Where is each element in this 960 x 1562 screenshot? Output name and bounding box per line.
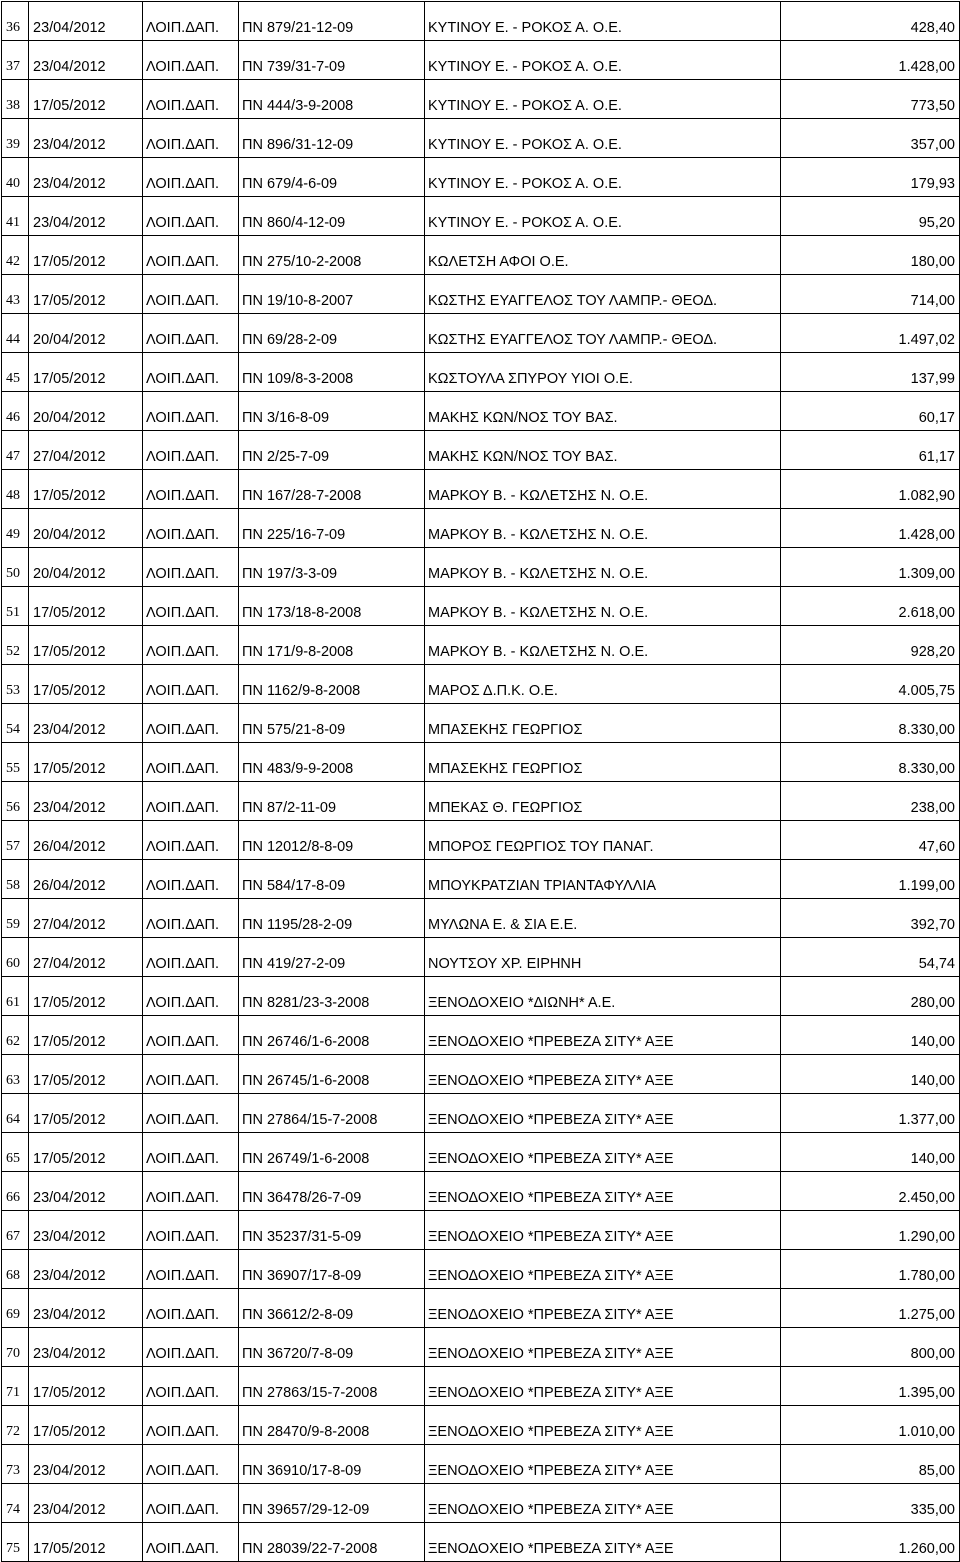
row-number: 71 bbox=[2, 1367, 29, 1406]
row-date: 17/05/2012 bbox=[29, 470, 143, 509]
row-number: 59 bbox=[2, 899, 29, 938]
table-row bbox=[2, 236, 960, 275]
table-row bbox=[2, 1211, 960, 1250]
row-expense-type: ΛΟΙΠ.ΔΑΠ. bbox=[143, 1133, 239, 1172]
table-row bbox=[2, 1016, 960, 1055]
row-amount: 714,00 bbox=[781, 275, 960, 314]
row-date: 23/04/2012 bbox=[29, 704, 143, 743]
row-reference: ΠΝ 2/25-7-09 bbox=[239, 431, 425, 470]
row-date: 17/05/2012 bbox=[29, 353, 143, 392]
table-row bbox=[2, 782, 960, 821]
row-date: 17/05/2012 bbox=[29, 1133, 143, 1172]
row-number: 57 bbox=[2, 821, 29, 860]
row-beneficiary: ΞΕΝΟΔΟΧΕΙΟ *ΠΡΕΒΕΖΑ ΣΙΤΥ* ΑΞΕ bbox=[425, 1289, 781, 1328]
row-amount: 428,40 bbox=[781, 2, 960, 41]
row-expense-type: ΛΟΙΠ.ΔΑΠ. bbox=[143, 1094, 239, 1133]
row-beneficiary: ΚΥΤΙΝΟΥ Ε. - ΡΟΚΟΣ Α. Ο.Ε. bbox=[425, 80, 781, 119]
row-date: 23/04/2012 bbox=[29, 1172, 143, 1211]
row-expense-type: ΛΟΙΠ.ΔΑΠ. bbox=[143, 782, 239, 821]
row-number: 36 bbox=[2, 2, 29, 41]
table-row bbox=[2, 1406, 960, 1445]
row-beneficiary: ΜΥΛΩΝΑ Ε. & ΣΙΑ Ε.Ε. bbox=[425, 899, 781, 938]
table-row bbox=[2, 314, 960, 353]
table-row bbox=[2, 743, 960, 782]
row-number: 42 bbox=[2, 236, 29, 275]
row-reference: ΠΝ 87/2-11-09 bbox=[239, 782, 425, 821]
row-date: 20/04/2012 bbox=[29, 548, 143, 587]
table-row bbox=[2, 80, 960, 119]
row-expense-type: ΛΟΙΠ.ΔΑΠ. bbox=[143, 353, 239, 392]
row-beneficiary: ΞΕΝΟΔΟΧΕΙΟ *ΠΡΕΒΕΖΑ ΣΙΤΥ* ΑΞΕ bbox=[425, 1484, 781, 1523]
row-amount: 1.290,00 bbox=[781, 1211, 960, 1250]
row-date: 17/05/2012 bbox=[29, 1055, 143, 1094]
row-reference: ΠΝ 36907/17-8-09 bbox=[239, 1250, 425, 1289]
row-number: 73 bbox=[2, 1445, 29, 1484]
row-beneficiary: ΞΕΝΟΔΟΧΕΙΟ *ΠΡΕΒΕΖΑ ΣΙΤΥ* ΑΞΕ bbox=[425, 1367, 781, 1406]
row-date: 27/04/2012 bbox=[29, 899, 143, 938]
row-reference: ΠΝ 26749/1-6-2008 bbox=[239, 1133, 425, 1172]
row-number: 62 bbox=[2, 1016, 29, 1055]
row-number: 44 bbox=[2, 314, 29, 353]
row-beneficiary: ΞΕΝΟΔΟΧΕΙΟ *ΠΡΕΒΕΖΑ ΣΙΤΥ* ΑΞΕ bbox=[425, 1172, 781, 1211]
row-amount: 61,17 bbox=[781, 431, 960, 470]
row-reference: ΠΝ 27864/15-7-2008 bbox=[239, 1094, 425, 1133]
row-number: 41 bbox=[2, 197, 29, 236]
row-reference: ΠΝ 19/10-8-2007 bbox=[239, 275, 425, 314]
row-amount: 95,20 bbox=[781, 197, 960, 236]
row-beneficiary: ΚΥΤΙΝΟΥ Ε. - ΡΟΚΟΣ Α. Ο.Ε. bbox=[425, 197, 781, 236]
row-date: 17/05/2012 bbox=[29, 587, 143, 626]
table-row bbox=[2, 860, 960, 899]
table-row bbox=[2, 353, 960, 392]
row-number: 75 bbox=[2, 1523, 29, 1562]
row-amount: 47,60 bbox=[781, 821, 960, 860]
row-amount: 1.395,00 bbox=[781, 1367, 960, 1406]
row-beneficiary: ΚΥΤΙΝΟΥ Ε. - ΡΟΚΟΣ Α. Ο.Ε. bbox=[425, 119, 781, 158]
row-reference: ΠΝ 419/27-2-09 bbox=[239, 938, 425, 977]
row-expense-type: ΛΟΙΠ.ΔΑΠ. bbox=[143, 275, 239, 314]
row-date: 23/04/2012 bbox=[29, 1289, 143, 1328]
row-date: 20/04/2012 bbox=[29, 314, 143, 353]
row-amount: 1.275,00 bbox=[781, 1289, 960, 1328]
table-row bbox=[2, 626, 960, 665]
row-reference: ΠΝ 167/28-7-2008 bbox=[239, 470, 425, 509]
row-expense-type: ΛΟΙΠ.ΔΑΠ. bbox=[143, 41, 239, 80]
row-beneficiary: ΚΩΛΕΤΣΗ ΑΦΟΙ Ο.Ε. bbox=[425, 236, 781, 275]
row-beneficiary: ΞΕΝΟΔΟΧΕΙΟ *ΠΡΕΒΕΖΑ ΣΙΤΥ* ΑΞΕ bbox=[425, 1133, 781, 1172]
table-row bbox=[2, 665, 960, 704]
table-row bbox=[2, 431, 960, 470]
row-beneficiary: ΚΩΣΤΟΥΛΑ ΣΠΥΡΟΥ ΥΙΟΙ Ο.Ε. bbox=[425, 353, 781, 392]
row-reference: ΠΝ 36478/26-7-09 bbox=[239, 1172, 425, 1211]
row-date: 23/04/2012 bbox=[29, 197, 143, 236]
row-amount: 1.082,90 bbox=[781, 470, 960, 509]
row-reference: ΠΝ 39657/29-12-09 bbox=[239, 1484, 425, 1523]
row-number: 53 bbox=[2, 665, 29, 704]
row-expense-type: ΛΟΙΠ.ΔΑΠ. bbox=[143, 392, 239, 431]
table-row bbox=[2, 119, 960, 158]
row-amount: 179,93 bbox=[781, 158, 960, 197]
row-reference: ΠΝ 225/16-7-09 bbox=[239, 509, 425, 548]
table-row bbox=[2, 1523, 960, 1562]
row-expense-type: ΛΟΙΠ.ΔΑΠ. bbox=[143, 236, 239, 275]
row-amount: 85,00 bbox=[781, 1445, 960, 1484]
row-date: 17/05/2012 bbox=[29, 665, 143, 704]
row-date: 26/04/2012 bbox=[29, 860, 143, 899]
row-beneficiary: ΜΠΕΚΑΣ Θ. ΓΕΩΡΓΙΟΣ bbox=[425, 782, 781, 821]
row-reference: ΠΝ 28039/22-7-2008 bbox=[239, 1523, 425, 1562]
row-beneficiary: ΜΠΑΣΕΚΗΣ ΓΕΩΡΓΙΟΣ bbox=[425, 704, 781, 743]
table-row bbox=[2, 509, 960, 548]
row-beneficiary: ΚΥΤΙΝΟΥ Ε. - ΡΟΚΟΣ Α. Ο.Ε. bbox=[425, 2, 781, 41]
row-amount: 4.005,75 bbox=[781, 665, 960, 704]
row-beneficiary: ΞΕΝΟΔΟΧΕΙΟ *ΠΡΕΒΕΖΑ ΣΙΤΥ* ΑΞΕ bbox=[425, 1211, 781, 1250]
row-date: 23/04/2012 bbox=[29, 1484, 143, 1523]
table-row bbox=[2, 158, 960, 197]
row-number: 69 bbox=[2, 1289, 29, 1328]
row-beneficiary: ΞΕΝΟΔΟΧΕΙΟ *ΠΡΕΒΕΖΑ ΣΙΤΥ* ΑΞΕ bbox=[425, 1250, 781, 1289]
row-beneficiary: ΜΠΑΣΕΚΗΣ ΓΕΩΡΓΙΟΣ bbox=[425, 743, 781, 782]
row-amount: 8.330,00 bbox=[781, 704, 960, 743]
row-beneficiary: ΞΕΝΟΔΟΧΕΙΟ *ΠΡΕΒΕΖΑ ΣΙΤΥ* ΑΞΕ bbox=[425, 1055, 781, 1094]
row-reference: ΠΝ 36612/2-8-09 bbox=[239, 1289, 425, 1328]
row-expense-type: ΛΟΙΠ.ΔΑΠ. bbox=[143, 860, 239, 899]
row-number: 60 bbox=[2, 938, 29, 977]
row-date: 17/05/2012 bbox=[29, 626, 143, 665]
row-date: 23/04/2012 bbox=[29, 782, 143, 821]
row-date: 27/04/2012 bbox=[29, 938, 143, 977]
row-beneficiary: ΞΕΝΟΔΟΧΕΙΟ *ΔΙΩΝΗ* Α.Ε. bbox=[425, 977, 781, 1016]
row-number: 72 bbox=[2, 1406, 29, 1445]
row-reference: ΠΝ 12012/8-8-09 bbox=[239, 821, 425, 860]
table-row bbox=[2, 899, 960, 938]
row-amount: 140,00 bbox=[781, 1055, 960, 1094]
row-date: 23/04/2012 bbox=[29, 1445, 143, 1484]
table-row bbox=[2, 392, 960, 431]
row-beneficiary: ΜΑΚΗΣ ΚΩΝ/ΝΟΣ ΤΟΥ ΒΑΣ. bbox=[425, 392, 781, 431]
row-reference: ΠΝ 679/4-6-09 bbox=[239, 158, 425, 197]
row-number: 63 bbox=[2, 1055, 29, 1094]
row-beneficiary: ΞΕΝΟΔΟΧΕΙΟ *ΠΡΕΒΕΖΑ ΣΙΤΥ* ΑΞΕ bbox=[425, 1523, 781, 1562]
table-row bbox=[2, 1172, 960, 1211]
row-reference: ΠΝ 1162/9-8-2008 bbox=[239, 665, 425, 704]
row-number: 51 bbox=[2, 587, 29, 626]
table-row bbox=[2, 938, 960, 977]
row-expense-type: ΛΟΙΠ.ΔΑΠ. bbox=[143, 158, 239, 197]
table-row bbox=[2, 548, 960, 587]
row-expense-type: ΛΟΙΠ.ΔΑΠ. bbox=[143, 1016, 239, 1055]
row-date: 17/05/2012 bbox=[29, 743, 143, 782]
row-amount: 928,20 bbox=[781, 626, 960, 665]
row-expense-type: ΛΟΙΠ.ΔΑΠ. bbox=[143, 314, 239, 353]
row-amount: 800,00 bbox=[781, 1328, 960, 1367]
row-amount: 773,50 bbox=[781, 80, 960, 119]
table-row bbox=[2, 1055, 960, 1094]
row-amount: 335,00 bbox=[781, 1484, 960, 1523]
row-reference: ΠΝ 1195/28-2-09 bbox=[239, 899, 425, 938]
row-date: 23/04/2012 bbox=[29, 41, 143, 80]
table-row bbox=[2, 275, 960, 314]
row-reference: ΠΝ 860/4-12-09 bbox=[239, 197, 425, 236]
row-reference: ΠΝ 444/3-9-2008 bbox=[239, 80, 425, 119]
row-beneficiary: ΚΥΤΙΝΟΥ Ε. - ΡΟΚΟΣ Α. Ο.Ε. bbox=[425, 158, 781, 197]
row-amount: 1.377,00 bbox=[781, 1094, 960, 1133]
row-expense-type: ΛΟΙΠ.ΔΑΠ. bbox=[143, 1250, 239, 1289]
row-amount: 280,00 bbox=[781, 977, 960, 1016]
row-number: 74 bbox=[2, 1484, 29, 1523]
row-date: 17/05/2012 bbox=[29, 1406, 143, 1445]
row-beneficiary: ΜΑΡΚΟΥ Β. - ΚΩΛΕΤΣΗΣ Ν. Ο.Ε. bbox=[425, 587, 781, 626]
row-reference: ΠΝ 171/9-8-2008 bbox=[239, 626, 425, 665]
row-reference: ΠΝ 575/21-8-09 bbox=[239, 704, 425, 743]
row-beneficiary: ΜΠΟΡΟΣ ΓΕΩΡΓΙΟΣ ΤΟΥ ΠΑΝΑΓ. bbox=[425, 821, 781, 860]
row-reference: ΠΝ 173/18-8-2008 bbox=[239, 587, 425, 626]
row-amount: 54,74 bbox=[781, 938, 960, 977]
row-number: 67 bbox=[2, 1211, 29, 1250]
row-expense-type: ΛΟΙΠ.ΔΑΠ. bbox=[143, 2, 239, 41]
row-number: 39 bbox=[2, 119, 29, 158]
row-reference: ΠΝ 8281/23-3-2008 bbox=[239, 977, 425, 1016]
row-amount: 1.260,00 bbox=[781, 1523, 960, 1562]
row-reference: ΠΝ 28470/9-8-2008 bbox=[239, 1406, 425, 1445]
row-amount: 1.010,00 bbox=[781, 1406, 960, 1445]
row-amount: 140,00 bbox=[781, 1133, 960, 1172]
row-beneficiary: ΝΟΥΤΣΟΥ ΧΡ. ΕΙΡΗΝΗ bbox=[425, 938, 781, 977]
row-date: 17/05/2012 bbox=[29, 236, 143, 275]
row-reference: ΠΝ 879/21-12-09 bbox=[239, 2, 425, 41]
row-beneficiary: ΚΩΣΤΗΣ ΕΥΑΓΓΕΛΟΣ ΤΟΥ ΛΑΜΠΡ.- ΘΕΟΔ. bbox=[425, 275, 781, 314]
row-date: 27/04/2012 bbox=[29, 431, 143, 470]
row-expense-type: ΛΟΙΠ.ΔΑΠ. bbox=[143, 548, 239, 587]
row-beneficiary: ΜΑΡΚΟΥ Β. - ΚΩΛΕΤΣΗΣ Ν. Ο.Ε. bbox=[425, 470, 781, 509]
row-number: 52 bbox=[2, 626, 29, 665]
row-expense-type: ΛΟΙΠ.ΔΑΠ. bbox=[143, 743, 239, 782]
row-expense-type: ΛΟΙΠ.ΔΑΠ. bbox=[143, 1367, 239, 1406]
row-reference: ΠΝ 27863/15-7-2008 bbox=[239, 1367, 425, 1406]
row-beneficiary: ΜΑΡΚΟΥ Β. - ΚΩΛΕΤΣΗΣ Ν. Ο.Ε. bbox=[425, 626, 781, 665]
row-beneficiary: ΜΑΡΚΟΥ Β. - ΚΩΛΕΤΣΗΣ Ν. Ο.Ε. bbox=[425, 548, 781, 587]
row-number: 48 bbox=[2, 470, 29, 509]
row-date: 23/04/2012 bbox=[29, 158, 143, 197]
row-date: 17/05/2012 bbox=[29, 80, 143, 119]
table-row bbox=[2, 470, 960, 509]
row-number: 66 bbox=[2, 1172, 29, 1211]
row-expense-type: ΛΟΙΠ.ΔΑΠ. bbox=[143, 1406, 239, 1445]
row-date: 23/04/2012 bbox=[29, 1250, 143, 1289]
row-amount: 1.309,00 bbox=[781, 548, 960, 587]
payments-table bbox=[1, 1, 960, 1562]
row-expense-type: ΛΟΙΠ.ΔΑΠ. bbox=[143, 431, 239, 470]
row-expense-type: ΛΟΙΠ.ΔΑΠ. bbox=[143, 977, 239, 1016]
row-expense-type: ΛΟΙΠ.ΔΑΠ. bbox=[143, 938, 239, 977]
table-row bbox=[2, 587, 960, 626]
row-number: 37 bbox=[2, 41, 29, 80]
row-amount: 1.780,00 bbox=[781, 1250, 960, 1289]
row-reference: ΠΝ 109/8-3-2008 bbox=[239, 353, 425, 392]
row-number: 68 bbox=[2, 1250, 29, 1289]
row-expense-type: ΛΟΙΠ.ΔΑΠ. bbox=[143, 1445, 239, 1484]
row-amount: 60,17 bbox=[781, 392, 960, 431]
row-amount: 2.618,00 bbox=[781, 587, 960, 626]
table-row bbox=[2, 1445, 960, 1484]
row-reference: ΠΝ 275/10-2-2008 bbox=[239, 236, 425, 275]
row-expense-type: ΛΟΙΠ.ΔΑΠ. bbox=[143, 119, 239, 158]
table-row bbox=[2, 1289, 960, 1328]
row-beneficiary: ΞΕΝΟΔΟΧΕΙΟ *ΠΡΕΒΕΖΑ ΣΙΤΥ* ΑΞΕ bbox=[425, 1094, 781, 1133]
row-reference: ΠΝ 69/28-2-09 bbox=[239, 314, 425, 353]
row-number: 70 bbox=[2, 1328, 29, 1367]
table-row bbox=[2, 1367, 960, 1406]
row-date: 23/04/2012 bbox=[29, 2, 143, 41]
table-row bbox=[2, 704, 960, 743]
row-date: 26/04/2012 bbox=[29, 821, 143, 860]
row-amount: 1.428,00 bbox=[781, 41, 960, 80]
row-number: 45 bbox=[2, 353, 29, 392]
row-expense-type: ΛΟΙΠ.ΔΑΠ. bbox=[143, 1484, 239, 1523]
row-date: 17/05/2012 bbox=[29, 275, 143, 314]
row-date: 17/05/2012 bbox=[29, 977, 143, 1016]
row-reference: ΠΝ 739/31-7-09 bbox=[239, 41, 425, 80]
row-amount: 137,99 bbox=[781, 353, 960, 392]
table-row bbox=[2, 1484, 960, 1523]
row-number: 56 bbox=[2, 782, 29, 821]
row-reference: ΠΝ 584/17-8-09 bbox=[239, 860, 425, 899]
row-beneficiary: ΜΠΟΥΚΡΑΤΖΙΑΝ ΤΡΙΑΝΤΑΦΥΛΛΙΑ bbox=[425, 860, 781, 899]
row-reference: ΠΝ 3/16-8-09 bbox=[239, 392, 425, 431]
table-row bbox=[2, 1328, 960, 1367]
row-expense-type: ΛΟΙΠ.ΔΑΠ. bbox=[143, 587, 239, 626]
row-amount: 238,00 bbox=[781, 782, 960, 821]
row-beneficiary: ΞΕΝΟΔΟΧΕΙΟ *ΠΡΕΒΕΖΑ ΣΙΤΥ* ΑΞΕ bbox=[425, 1406, 781, 1445]
table-row bbox=[2, 1094, 960, 1133]
row-expense-type: ΛΟΙΠ.ΔΑΠ. bbox=[143, 80, 239, 119]
row-amount: 1.428,00 bbox=[781, 509, 960, 548]
row-number: 64 bbox=[2, 1094, 29, 1133]
row-amount: 2.450,00 bbox=[781, 1172, 960, 1211]
row-expense-type: ΛΟΙΠ.ΔΑΠ. bbox=[143, 665, 239, 704]
row-reference: ΠΝ 26745/1-6-2008 bbox=[239, 1055, 425, 1094]
row-number: 38 bbox=[2, 80, 29, 119]
row-date: 23/04/2012 bbox=[29, 1211, 143, 1250]
row-reference: ΠΝ 36910/17-8-09 bbox=[239, 1445, 425, 1484]
table-row bbox=[2, 2, 960, 41]
row-date: 17/05/2012 bbox=[29, 1016, 143, 1055]
row-expense-type: ΛΟΙΠ.ΔΑΠ. bbox=[143, 1328, 239, 1367]
row-number: 47 bbox=[2, 431, 29, 470]
row-expense-type: ΛΟΙΠ.ΔΑΠ. bbox=[143, 821, 239, 860]
row-number: 54 bbox=[2, 704, 29, 743]
row-reference: ΠΝ 896/31-12-09 bbox=[239, 119, 425, 158]
row-number: 58 bbox=[2, 860, 29, 899]
row-date: 20/04/2012 bbox=[29, 392, 143, 431]
row-beneficiary: ΞΕΝΟΔΟΧΕΙΟ *ΠΡΕΒΕΖΑ ΣΙΤΥ* ΑΞΕ bbox=[425, 1445, 781, 1484]
row-expense-type: ΛΟΙΠ.ΔΑΠ. bbox=[143, 626, 239, 665]
row-number: 65 bbox=[2, 1133, 29, 1172]
row-expense-type: ΛΟΙΠ.ΔΑΠ. bbox=[143, 1523, 239, 1562]
row-expense-type: ΛΟΙΠ.ΔΑΠ. bbox=[143, 197, 239, 236]
row-reference: ΠΝ 26746/1-6-2008 bbox=[239, 1016, 425, 1055]
row-beneficiary: ΚΥΤΙΝΟΥ Ε. - ΡΟΚΟΣ Α. Ο.Ε. bbox=[425, 41, 781, 80]
row-number: 46 bbox=[2, 392, 29, 431]
table-row bbox=[2, 821, 960, 860]
table-row bbox=[2, 1133, 960, 1172]
row-date: 20/04/2012 bbox=[29, 509, 143, 548]
row-reference: ΠΝ 197/3-3-09 bbox=[239, 548, 425, 587]
row-beneficiary: ΞΕΝΟΔΟΧΕΙΟ *ΠΡΕΒΕΖΑ ΣΙΤΥ* ΑΞΕ bbox=[425, 1016, 781, 1055]
row-amount: 140,00 bbox=[781, 1016, 960, 1055]
row-number: 49 bbox=[2, 509, 29, 548]
row-beneficiary: ΚΩΣΤΗΣ ΕΥΑΓΓΕΛΟΣ ΤΟΥ ΛΑΜΠΡ.- ΘΕΟΔ. bbox=[425, 314, 781, 353]
row-expense-type: ΛΟΙΠ.ΔΑΠ. bbox=[143, 1211, 239, 1250]
row-date: 23/04/2012 bbox=[29, 1328, 143, 1367]
table-row bbox=[2, 41, 960, 80]
row-amount: 392,70 bbox=[781, 899, 960, 938]
row-date: 17/05/2012 bbox=[29, 1367, 143, 1406]
row-number: 40 bbox=[2, 158, 29, 197]
row-number: 50 bbox=[2, 548, 29, 587]
row-date: 17/05/2012 bbox=[29, 1523, 143, 1562]
row-number: 55 bbox=[2, 743, 29, 782]
row-date: 23/04/2012 bbox=[29, 119, 143, 158]
table-row bbox=[2, 1250, 960, 1289]
row-beneficiary: ΜΑΡΟΣ Δ.Π.Κ. Ο.Ε. bbox=[425, 665, 781, 704]
row-amount: 357,00 bbox=[781, 119, 960, 158]
row-expense-type: ΛΟΙΠ.ΔΑΠ. bbox=[143, 1172, 239, 1211]
row-amount: 1.199,00 bbox=[781, 860, 960, 899]
row-beneficiary: ΜΑΚΗΣ ΚΩΝ/ΝΟΣ ΤΟΥ ΒΑΣ. bbox=[425, 431, 781, 470]
row-expense-type: ΛΟΙΠ.ΔΑΠ. bbox=[143, 509, 239, 548]
row-amount: 180,00 bbox=[781, 236, 960, 275]
row-amount: 1.497,02 bbox=[781, 314, 960, 353]
row-reference: ΠΝ 35237/31-5-09 bbox=[239, 1211, 425, 1250]
row-expense-type: ΛΟΙΠ.ΔΑΠ. bbox=[143, 899, 239, 938]
row-beneficiary: ΜΑΡΚΟΥ Β. - ΚΩΛΕΤΣΗΣ Ν. Ο.Ε. bbox=[425, 509, 781, 548]
row-date: 17/05/2012 bbox=[29, 1094, 143, 1133]
row-reference: ΠΝ 36720/7-8-09 bbox=[239, 1328, 425, 1367]
row-reference: ΠΝ 483/9-9-2008 bbox=[239, 743, 425, 782]
table-row bbox=[2, 197, 960, 236]
row-amount: 8.330,00 bbox=[781, 743, 960, 782]
table-body bbox=[2, 2, 960, 1562]
row-beneficiary: ΞΕΝΟΔΟΧΕΙΟ *ΠΡΕΒΕΖΑ ΣΙΤΥ* ΑΞΕ bbox=[425, 1328, 781, 1367]
row-expense-type: ΛΟΙΠ.ΔΑΠ. bbox=[143, 1055, 239, 1094]
row-number: 61 bbox=[2, 977, 29, 1016]
row-expense-type: ΛΟΙΠ.ΔΑΠ. bbox=[143, 1289, 239, 1328]
table-row bbox=[2, 977, 960, 1016]
row-number: 43 bbox=[2, 275, 29, 314]
row-expense-type: ΛΟΙΠ.ΔΑΠ. bbox=[143, 704, 239, 743]
row-expense-type: ΛΟΙΠ.ΔΑΠ. bbox=[143, 470, 239, 509]
